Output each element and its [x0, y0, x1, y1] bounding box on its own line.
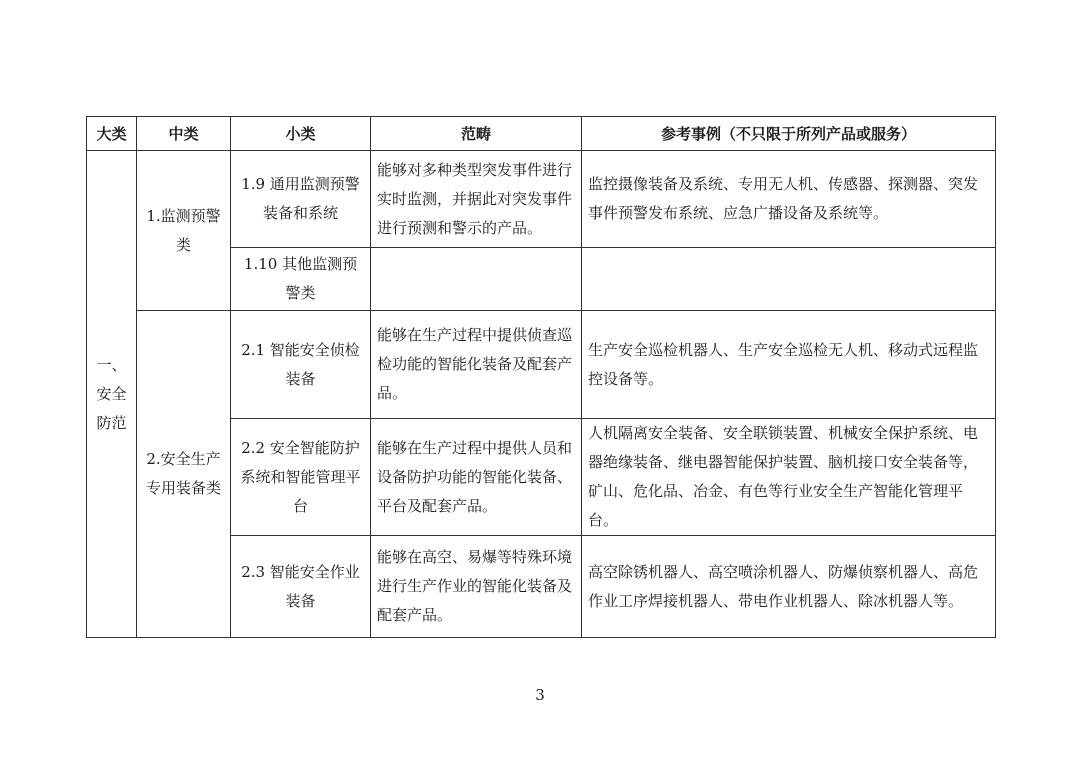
header-examples: 参考事例（不只限于所列产品或服务） [582, 117, 996, 151]
mid-category-cell: 2.安全生产专用装备类 [137, 311, 231, 638]
example-cell: 监控摄像装备及系统、专用无人机、传感器、探测器、突发事件预警发布系统、应急广播设备及系统等。 [582, 151, 996, 248]
sub-category-cell: 1.9 通用监测预警装备和系统 [231, 151, 371, 248]
sub-category-cell: 2.1 智能安全侦检装备 [231, 311, 371, 419]
scope-cell: 能够对多种类型突发事件进行实时监测，并据此对突发事件进行预测和警示的产品。 [371, 151, 582, 248]
scope-cell [371, 248, 582, 311]
page-number: 3 [535, 686, 545, 704]
catalog-table [86, 116, 996, 638]
example-cell [582, 248, 996, 311]
example-cell: 生产安全巡检机器人、生产安全巡检无人机、移动式远程监控设备等。 [582, 311, 996, 419]
header-mid-category: 中类 [137, 117, 231, 151]
table-row [87, 311, 996, 419]
scope-cell: 能够在生产过程中提供人员和设备防护功能的智能化装备、平台及配套产品。 [371, 419, 582, 536]
mid-category-cell: 1.监测预警类 [137, 151, 231, 311]
example-cell: 高空除锈机器人、高空喷涂机器人、防爆侦察机器人、高危作业工序焊接机器人、带电作业机器人、除冰机器人等。 [582, 536, 996, 638]
sub-category-cell: 1.10 其他监测预警类 [231, 248, 371, 311]
scope-cell: 能够在高空、易爆等特殊环境进行生产作业的智能化装备及配套产品。 [371, 536, 582, 638]
scope-cell: 能够在生产过程中提供侦查巡检功能的智能化装备及配套产品。 [371, 311, 582, 419]
header-sub-category: 小类 [231, 117, 371, 151]
header-major-category: 大类 [87, 117, 137, 151]
major-category-cell: 一、安全防范 [87, 151, 137, 638]
table-row [87, 151, 996, 248]
example-cell: 人机隔离安全装备、安全联锁装置、机械安全保护系统、电器绝缘装备、继电器智能保护装置、脑机接口安全装备等，矿山、危化品、冶金、有色等行业安全生产智能化管理平台。 [582, 419, 996, 536]
sub-category-cell: 2.2 安全智能防护系统和智能管理平台 [231, 419, 371, 536]
sub-category-cell: 2.3 智能安全作业装备 [231, 536, 371, 638]
table-header-row [87, 117, 996, 151]
header-scope: 范畴 [371, 117, 582, 151]
